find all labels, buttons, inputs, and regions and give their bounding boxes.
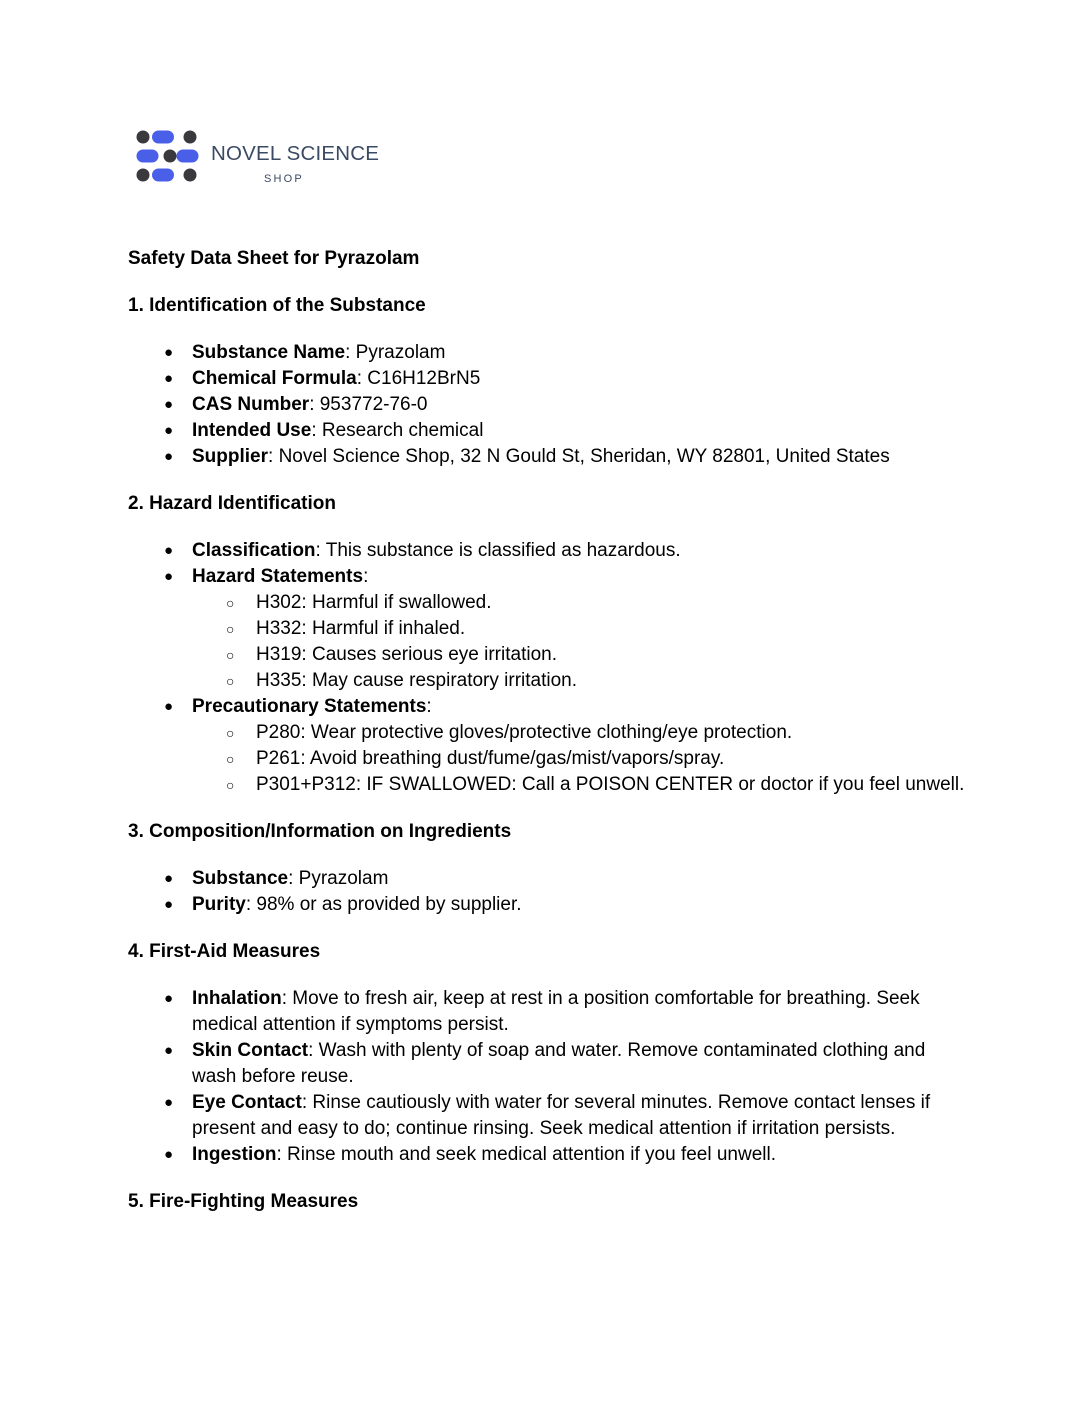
- list-item: [128, 986, 968, 1038]
- list-item: [128, 1038, 968, 1090]
- sub-list-item: [192, 668, 968, 694]
- sub-list-item: [192, 720, 968, 746]
- circle-bullet-icon: ○: [226, 621, 235, 637]
- item-text: : Move to fresh air, keep at rest in a position comfortable for breathing. Seek medical attention if symptoms persist.: [192, 988, 920, 1035]
- item-text: : Pyrazolam: [288, 868, 389, 889]
- circle-bullet-icon: ○: [226, 725, 235, 741]
- bullet-icon: ●: [164, 1042, 174, 1059]
- item-label: Classification: [192, 540, 316, 561]
- item-text: : This substance is classified as hazardous.: [315, 540, 681, 561]
- item-label: Chemical Formula: [192, 368, 357, 389]
- document-title: Safety Data Sheet for Pyrazolam: [128, 248, 420, 269]
- sds-document: [128, 246, 968, 1236]
- logo-name-line1: NOVEL SCIENCE: [211, 142, 380, 165]
- brand-logo: [134, 128, 394, 198]
- section-4-heading: 4. First-Aid Measures: [128, 941, 321, 962]
- bullet-icon: ●: [164, 542, 174, 559]
- bullet-icon: ●: [164, 1094, 174, 1111]
- bullet-icon: ●: [164, 698, 174, 715]
- bullet-icon: ●: [164, 344, 174, 361]
- statement-text: H332: Harmful if inhaled.: [256, 618, 466, 639]
- list-item: [128, 340, 968, 366]
- item-label: Substance: [192, 868, 289, 889]
- item-text: : Rinse mouth and seek medical attention if you feel unwell.: [276, 1144, 777, 1165]
- item-label: Substance Name: [192, 342, 346, 363]
- section-4-list: [128, 986, 968, 1168]
- item-label: CAS Number: [192, 394, 310, 415]
- bullet-icon: ●: [164, 1146, 174, 1163]
- list-item: [128, 444, 968, 470]
- sub-list-item: [192, 746, 968, 772]
- item-label: Intended Use: [192, 420, 312, 441]
- statement-text: H319: Causes serious eye irritation.: [256, 644, 557, 665]
- statement-text: P280: Wear protective gloves/protective clothing/eye protection.: [256, 722, 793, 743]
- list-item: [128, 564, 968, 694]
- item-label: Ingestion: [192, 1144, 277, 1165]
- item-label: Supplier: [192, 446, 269, 467]
- item-label: Hazard Statements: [192, 566, 364, 587]
- item-label: Skin Contact: [192, 1040, 309, 1061]
- bullet-icon: ●: [164, 396, 174, 413]
- section-5-heading: 5. Fire-Fighting Measures: [128, 1191, 359, 1212]
- list-item: [128, 892, 968, 918]
- circle-bullet-icon: ○: [226, 673, 235, 689]
- statement-text: H302: Harmful if swallowed.: [256, 592, 492, 613]
- item-text: : 98% or as provided by supplier.: [245, 894, 522, 915]
- section-3-heading: 3. Composition/Information on Ingredients: [128, 821, 512, 842]
- item-text: : C16H12BrN5: [356, 368, 481, 389]
- sub-list-item: [192, 590, 968, 616]
- bullet-icon: ●: [164, 448, 174, 465]
- section-1-list: [128, 340, 968, 470]
- list-item: [128, 1142, 968, 1168]
- item-text: : Pyrazolam: [345, 342, 446, 363]
- bullet-icon: ●: [164, 568, 174, 585]
- sub-list-item: [192, 772, 968, 798]
- item-label: Purity: [192, 894, 246, 915]
- list-item: [128, 1090, 968, 1142]
- sub-list-item: [192, 642, 968, 668]
- item-text: : Wash with plenty of soap and water. Remove contaminated clothing and wash before reuse.: [192, 1040, 926, 1087]
- logo-mark-icon: [134, 128, 394, 198]
- section-1-heading: 1. Identification of the Substance: [128, 295, 426, 316]
- statement-text: H335: May cause respiratory irritation.: [256, 670, 578, 691]
- sub-list-item: [192, 616, 968, 642]
- list-item: [128, 392, 968, 418]
- section-2-heading: 2. Hazard Identification: [128, 493, 336, 514]
- bullet-icon: ●: [164, 896, 174, 913]
- item-label: Inhalation: [192, 988, 282, 1009]
- bullet-icon: ●: [164, 370, 174, 387]
- bullet-icon: ●: [164, 990, 174, 1007]
- precautionary-statements-list: [192, 720, 968, 798]
- item-text: : Novel Science Shop, 32 N Gould St, Sheridan, WY 82801, United States: [268, 446, 890, 467]
- section-2-list: [128, 538, 968, 798]
- statement-text: P261: Avoid breathing dust/fume/gas/mist/vapors/spray.: [256, 748, 725, 769]
- list-item: [128, 418, 968, 444]
- item-label: Precautionary Statements: [192, 696, 427, 717]
- hazard-statements-list: [192, 590, 968, 694]
- item-text: : 953772-76-0: [309, 394, 428, 415]
- bullet-icon: ●: [164, 422, 174, 439]
- section-3-list: [128, 866, 968, 918]
- list-item: [128, 694, 968, 798]
- item-text: :: [426, 696, 432, 717]
- list-item: [128, 866, 968, 892]
- item-text: :: [363, 566, 369, 587]
- item-text: : Research chemical: [311, 420, 484, 441]
- statement-text: P301+P312: IF SWALLOWED: Call a POISON CENTER or doctor if you feel unwell.: [256, 774, 965, 795]
- logo-name-line2: SHOP: [264, 173, 304, 185]
- item-text: : Rinse cautiously with water for several minutes. Remove contact lenses if present and easy to do; continue rinsing. Seek medical attention if irritation persists.: [192, 1092, 931, 1139]
- item-label: Eye Contact: [192, 1092, 302, 1113]
- bullet-icon: ●: [164, 870, 174, 887]
- circle-bullet-icon: ○: [226, 595, 235, 611]
- list-item: [128, 538, 968, 564]
- circle-bullet-icon: ○: [226, 777, 235, 793]
- circle-bullet-icon: ○: [226, 751, 235, 767]
- list-item: [128, 366, 968, 392]
- circle-bullet-icon: ○: [226, 647, 235, 663]
